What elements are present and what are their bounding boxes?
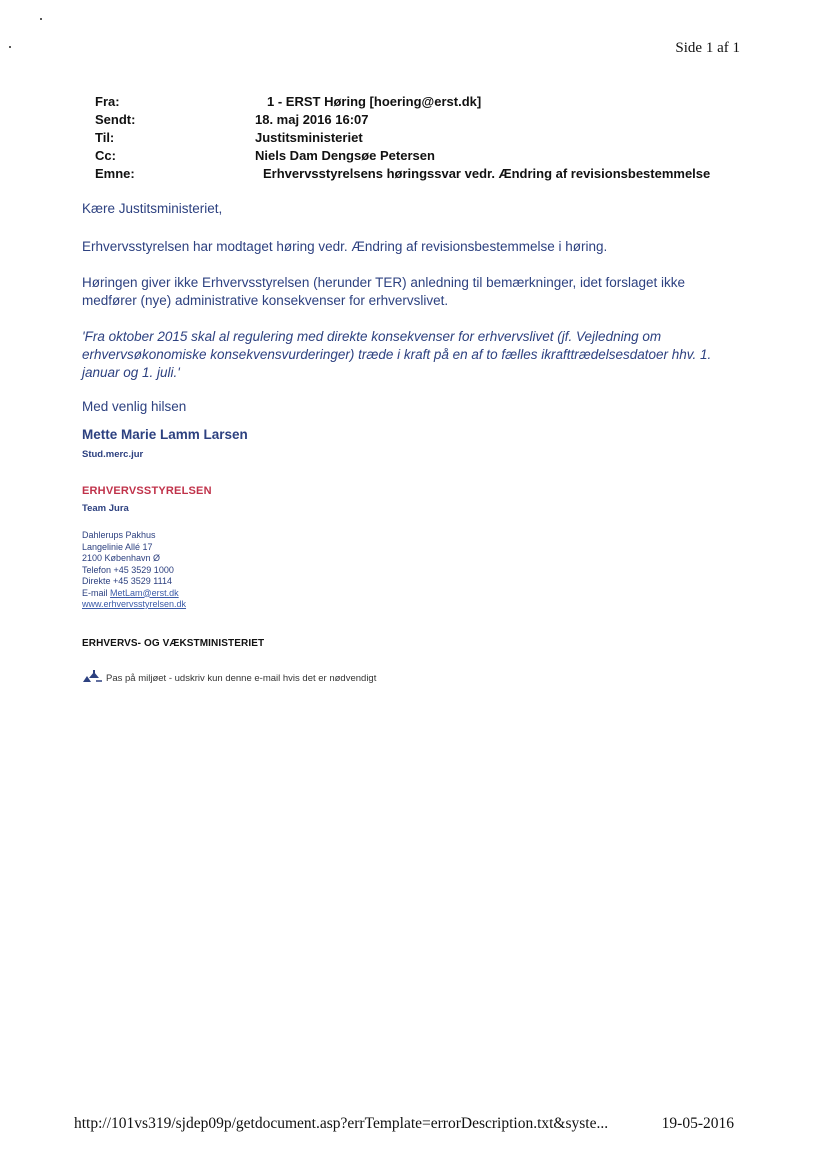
address-line: 2100 København Ø xyxy=(82,553,161,563)
greeting: Kære Justitsministeriet, xyxy=(82,201,223,216)
signature-title: Stud.merc.jur xyxy=(82,449,144,460)
closing: Med venlig hilsen xyxy=(82,399,187,414)
email-body xyxy=(82,200,722,690)
header-cc-row xyxy=(95,146,715,164)
page-number: Side 1 af 1 xyxy=(675,40,740,56)
team-name: Team Jura xyxy=(82,503,129,514)
address-line: Langelinie Allé 17 xyxy=(82,541,153,552)
website-link[interactable]: www.erhvervsstyrelsen.dk xyxy=(82,599,187,609)
header-sent-row xyxy=(95,110,715,128)
header-value: Erhvervsstyrelsens høringssvar vedr. Ændring af revisionsbestemmelse xyxy=(263,165,711,181)
organization-name: ERHVERVSSTYRELSEN xyxy=(82,485,212,497)
header-label: Emne: xyxy=(95,165,135,181)
email-label: E-mail xyxy=(82,587,108,598)
quote-paragraph: 'Fra oktober 2015 skal al regulering med direkte konsekvenser for erhvervslivet (jf. Vejledning om erhvervsøkonomiske konsekvensvurderinger) træde i kraft på en af to fælles ikrafttrædelsesdatoer hhv. 1. januar og 1. juli.' xyxy=(82,329,712,380)
header-label: Til: xyxy=(95,129,115,145)
header-label: Fra: xyxy=(95,93,120,109)
header-to-row xyxy=(95,128,715,146)
eco-notice xyxy=(82,669,722,690)
address-block xyxy=(82,530,722,611)
header-value: 1 - ERST Høring [hoering@erst.dk] xyxy=(267,93,482,109)
header-value: Justitsministeriet xyxy=(255,129,363,145)
body-paragraph: Høringen giver ikke Erhvervsstyrelsen (herunder TER) anledning til bemærkninger, idet forslaget ikke medfører (nye) administrative konsekvenser for erhvervslivet. xyxy=(82,275,686,308)
email-line xyxy=(82,588,722,600)
footer-date: 19-05-2016 xyxy=(661,1115,734,1132)
header-label: Cc: xyxy=(95,147,116,163)
footer-url: http://101vs319/sjdep09p/getdocument.asp?errTemplate=errorDescription.txt&syste... xyxy=(74,1115,609,1132)
eco-notice-text: Pas på miljøet - udskriv kun denne e-mail hvis det er nødvendigt xyxy=(106,673,377,684)
print-footer xyxy=(74,1115,734,1133)
scan-speck xyxy=(40,18,42,20)
signature-name: Mette Marie Lamm Larsen xyxy=(82,427,248,442)
header-value: 18. maj 2016 16:07 xyxy=(255,111,369,127)
header-value: Niels Dam Dengsøe Petersen xyxy=(255,147,435,163)
scan-speck xyxy=(9,46,11,48)
email-headers xyxy=(95,92,715,182)
header-subject-row xyxy=(95,164,715,182)
body-paragraph: Erhvervsstyrelsen har modtaget høring vedr. Ændring af revisionsbestemmelse i høring. xyxy=(82,239,608,254)
ministry-name: ERHVERVS- OG VÆKSTMINISTERIET xyxy=(82,637,265,649)
header-label: Sendt: xyxy=(95,111,136,127)
email-link[interactable]: MetLam@erst.dk xyxy=(110,587,179,598)
phone-line: Telefon +45 3529 1000 xyxy=(82,564,174,575)
signature-block xyxy=(82,426,722,690)
recycle-printer-icon xyxy=(82,669,106,690)
address-line: Dahlerups Pakhus xyxy=(82,530,156,540)
direct-phone-line: Direkte +45 3529 1114 xyxy=(82,576,172,586)
header-from-row xyxy=(95,92,715,110)
